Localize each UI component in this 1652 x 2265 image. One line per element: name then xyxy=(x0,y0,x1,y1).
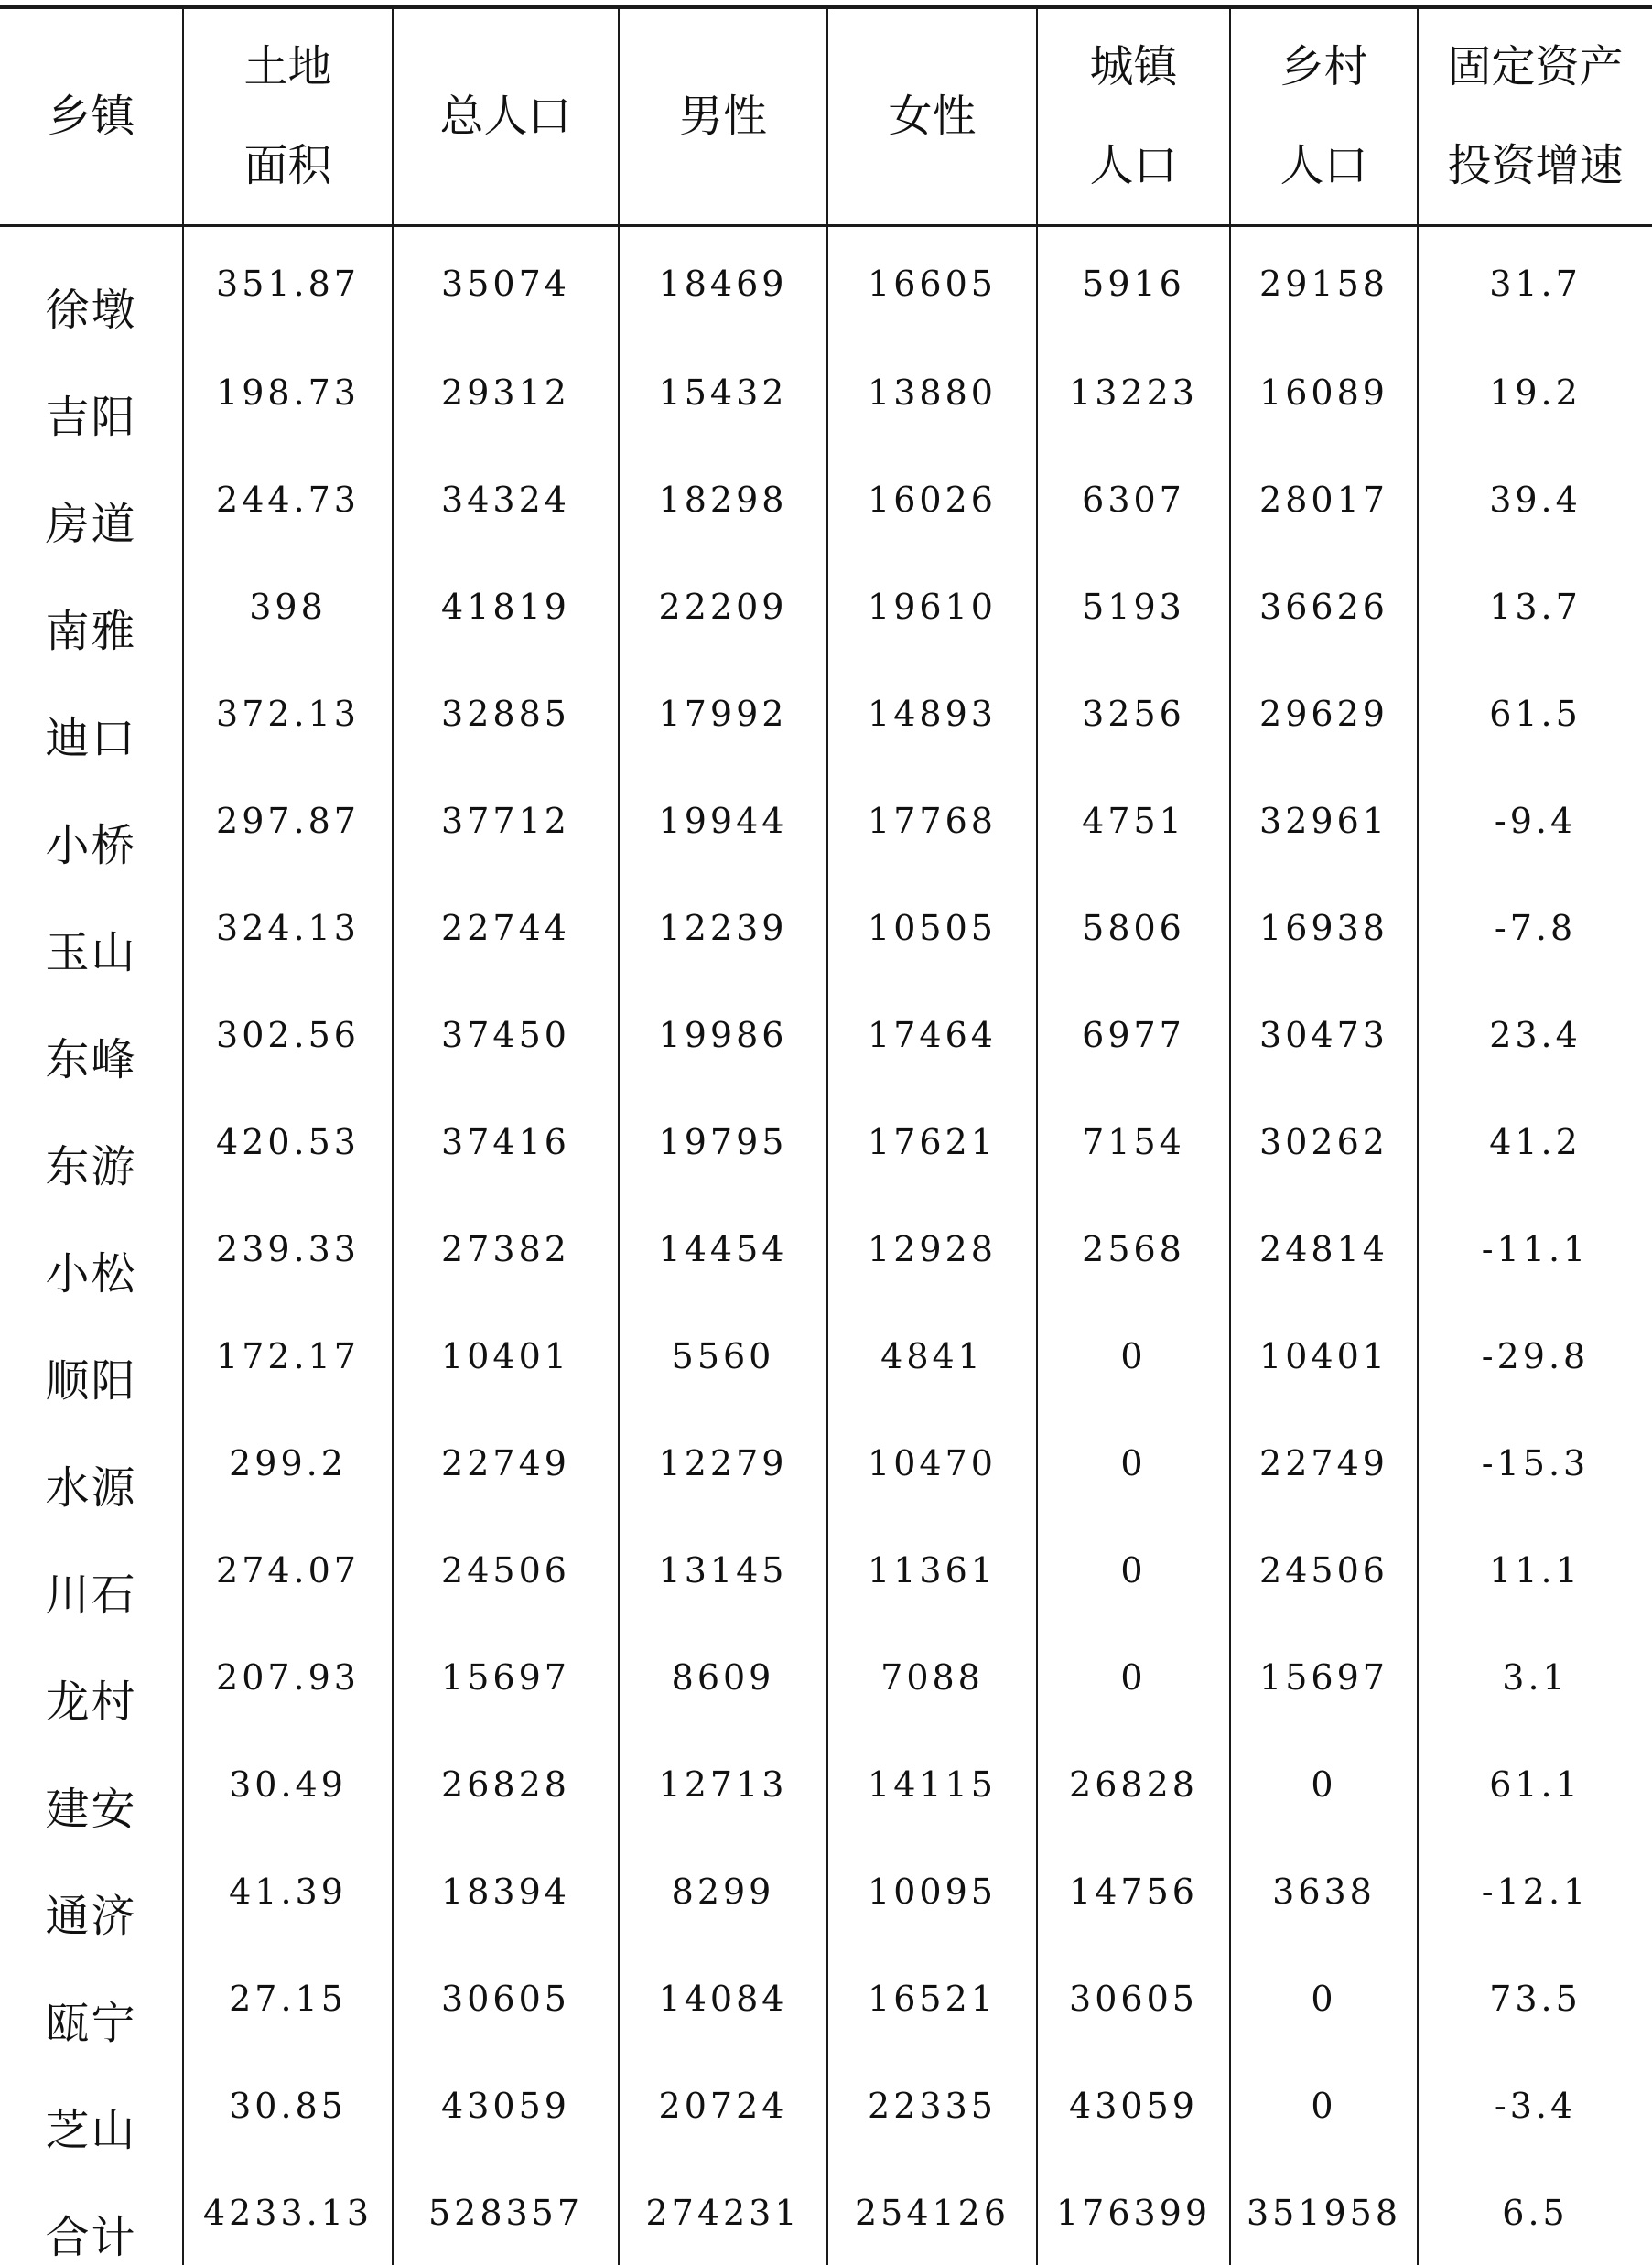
total-population-cell: 32885 xyxy=(393,659,619,766)
rural-population-cell: 10401 xyxy=(1230,1301,1418,1408)
header-urban-population xyxy=(1037,7,1230,226)
female-cell: 17464 xyxy=(827,980,1037,1087)
male-cell: 5560 xyxy=(619,1301,827,1408)
header-label-line: 面积 xyxy=(184,141,392,191)
header-label-line: 乡村 xyxy=(1231,42,1417,92)
rural-population-cell: 22749 xyxy=(1230,1408,1418,1515)
table-row xyxy=(0,1408,1652,1515)
land-area-cell: 239.33 xyxy=(183,1194,393,1301)
urban-population-cell: 4751 xyxy=(1037,766,1230,873)
male-cell: 8609 xyxy=(619,1623,827,1730)
total-population-cell: 18394 xyxy=(393,1837,619,1944)
total-population-cell: 10401 xyxy=(393,1301,619,1408)
investment-growth-cell: 39.4 xyxy=(1418,445,1652,552)
header-rural-population xyxy=(1230,7,1418,226)
male-cell: 13145 xyxy=(619,1515,827,1623)
female-cell: 11361 xyxy=(827,1515,1037,1623)
urban-population-cell: 0 xyxy=(1037,1623,1230,1730)
investment-growth-cell: 61.5 xyxy=(1418,659,1652,766)
header-land-area xyxy=(183,7,393,226)
land-area-cell: 372.13 xyxy=(183,659,393,766)
male-cell: 18469 xyxy=(619,226,827,339)
rural-population-cell: 29158 xyxy=(1230,226,1418,339)
male-cell: 274231 xyxy=(619,2158,827,2265)
female-cell: 4841 xyxy=(827,1301,1037,1408)
header-label-line: 总人口 xyxy=(394,92,618,142)
total-population-cell: 29312 xyxy=(393,338,619,445)
urban-population-cell: 5193 xyxy=(1037,552,1230,659)
male-cell: 15432 xyxy=(619,338,827,445)
female-cell: 22335 xyxy=(827,2051,1037,2158)
town-name: 东峰 xyxy=(0,980,183,1087)
male-cell: 19986 xyxy=(619,980,827,1087)
investment-growth-cell: 11.1 xyxy=(1418,1515,1652,1623)
header-label-line: 乡镇 xyxy=(0,92,182,142)
urban-population-cell: 5916 xyxy=(1037,226,1230,339)
town-name: 徐墩 xyxy=(0,226,183,339)
investment-growth-cell: -9.4 xyxy=(1418,766,1652,873)
header-line-gap xyxy=(184,93,392,141)
female-cell: 16521 xyxy=(827,1944,1037,2051)
header-female xyxy=(827,7,1037,226)
rural-population-cell: 16089 xyxy=(1230,338,1418,445)
town-name: 小松 xyxy=(0,1194,183,1301)
land-area-cell: 324.13 xyxy=(183,873,393,980)
total-population-cell: 15697 xyxy=(393,1623,619,1730)
header-male xyxy=(619,7,827,226)
female-cell: 10505 xyxy=(827,873,1037,980)
investment-growth-cell: 41.2 xyxy=(1418,1087,1652,1194)
total-population-cell: 37450 xyxy=(393,980,619,1087)
female-cell: 14893 xyxy=(827,659,1037,766)
table-body xyxy=(0,226,1652,2265)
town-statistics-table xyxy=(0,5,1652,2265)
land-area-cell: 398 xyxy=(183,552,393,659)
total-population-cell: 27382 xyxy=(393,1194,619,1301)
town-name: 小桥 xyxy=(0,766,183,873)
urban-population-cell: 0 xyxy=(1037,1301,1230,1408)
rural-population-cell: 36626 xyxy=(1230,552,1418,659)
total-population-cell: 30605 xyxy=(393,1944,619,2051)
town-name: 水源 xyxy=(0,1408,183,1515)
rural-population-cell: 32961 xyxy=(1230,766,1418,873)
urban-population-cell: 7154 xyxy=(1037,1087,1230,1194)
urban-population-cell: 5806 xyxy=(1037,873,1230,980)
land-area-cell: 299.2 xyxy=(183,1408,393,1515)
urban-population-cell: 43059 xyxy=(1037,2051,1230,2158)
rural-population-cell: 16938 xyxy=(1230,873,1418,980)
table-row xyxy=(0,1515,1652,1623)
rural-population-cell: 3638 xyxy=(1230,1837,1418,1944)
male-cell: 20724 xyxy=(619,2051,827,2158)
total-population-cell: 43059 xyxy=(393,2051,619,2158)
total-population-cell: 37416 xyxy=(393,1087,619,1194)
table-row xyxy=(0,659,1652,766)
male-cell: 19795 xyxy=(619,1087,827,1194)
header-row xyxy=(0,7,1652,226)
land-area-cell: 207.93 xyxy=(183,1623,393,1730)
total-population-cell: 34324 xyxy=(393,445,619,552)
town-name: 玉山 xyxy=(0,873,183,980)
header-label-line: 投资增速 xyxy=(1419,141,1652,191)
investment-growth-cell: 73.5 xyxy=(1418,1944,1652,2051)
land-area-cell: 274.07 xyxy=(183,1515,393,1623)
town-name: 龙村 xyxy=(0,1623,183,1730)
land-area-cell: 4233.13 xyxy=(183,2158,393,2265)
investment-growth-cell: -11.1 xyxy=(1418,1194,1652,1301)
town-name: 通济 xyxy=(0,1837,183,1944)
female-cell: 13880 xyxy=(827,338,1037,445)
rural-population-cell: 30473 xyxy=(1230,980,1418,1087)
town-name: 芝山 xyxy=(0,2051,183,2158)
male-cell: 18298 xyxy=(619,445,827,552)
header-label-line: 固定资产 xyxy=(1419,42,1652,92)
male-cell: 14454 xyxy=(619,1194,827,1301)
total-population-cell: 37712 xyxy=(393,766,619,873)
town-name: 南雅 xyxy=(0,552,183,659)
table-row xyxy=(0,445,1652,552)
urban-population-cell: 26828 xyxy=(1037,1730,1230,1837)
rural-population-cell: 0 xyxy=(1230,1730,1418,1837)
urban-population-cell: 13223 xyxy=(1037,338,1230,445)
land-area-cell: 30.85 xyxy=(183,2051,393,2158)
investment-growth-cell: -12.1 xyxy=(1418,1837,1652,1944)
header-line-gap xyxy=(1419,93,1652,141)
investment-growth-cell: -29.8 xyxy=(1418,1301,1652,1408)
land-area-cell: 198.73 xyxy=(183,338,393,445)
header-label-line: 人口 xyxy=(1038,141,1229,191)
female-cell: 14115 xyxy=(827,1730,1037,1837)
total-population-cell: 24506 xyxy=(393,1515,619,1623)
total-population-cell: 528357 xyxy=(393,2158,619,2265)
female-cell: 10095 xyxy=(827,1837,1037,1944)
female-cell: 16026 xyxy=(827,445,1037,552)
female-cell: 17621 xyxy=(827,1087,1037,1194)
table-row xyxy=(0,1730,1652,1837)
male-cell: 12239 xyxy=(619,873,827,980)
female-cell: 19610 xyxy=(827,552,1037,659)
investment-growth-cell: 23.4 xyxy=(1418,980,1652,1087)
header-label-line: 女性 xyxy=(828,92,1036,142)
male-cell: 19944 xyxy=(619,766,827,873)
total-population-cell: 22744 xyxy=(393,873,619,980)
header-label-line: 人口 xyxy=(1231,141,1417,191)
female-cell: 12928 xyxy=(827,1194,1037,1301)
investment-growth-cell: 13.7 xyxy=(1418,552,1652,659)
table-row xyxy=(0,1087,1652,1194)
rural-population-cell: 351958 xyxy=(1230,2158,1418,2265)
table-row xyxy=(0,1301,1652,1408)
urban-population-cell: 0 xyxy=(1037,1408,1230,1515)
female-cell: 17768 xyxy=(827,766,1037,873)
header-investment-growth xyxy=(1418,7,1652,226)
urban-population-cell: 6307 xyxy=(1037,445,1230,552)
urban-population-cell: 3256 xyxy=(1037,659,1230,766)
male-cell: 14084 xyxy=(619,1944,827,2051)
table-row xyxy=(0,1623,1652,1730)
investment-growth-cell: 6.5 xyxy=(1418,2158,1652,2265)
table-row xyxy=(0,1837,1652,1944)
rural-population-cell: 28017 xyxy=(1230,445,1418,552)
rural-population-cell: 29629 xyxy=(1230,659,1418,766)
table-row xyxy=(0,1944,1652,2051)
town-name: 川石 xyxy=(0,1515,183,1623)
rural-population-cell: 30262 xyxy=(1230,1087,1418,1194)
land-area-cell: 351.87 xyxy=(183,226,393,339)
header-label-line: 城镇 xyxy=(1038,42,1229,92)
urban-population-cell: 30605 xyxy=(1037,1944,1230,2051)
table-row xyxy=(0,766,1652,873)
investment-growth-cell: -15.3 xyxy=(1418,1408,1652,1515)
rural-population-cell: 24814 xyxy=(1230,1194,1418,1301)
urban-population-cell: 0 xyxy=(1037,1515,1230,1623)
female-cell: 16605 xyxy=(827,226,1037,339)
total-row xyxy=(0,2158,1652,2265)
header-total-population xyxy=(393,7,619,226)
land-area-cell: 297.87 xyxy=(183,766,393,873)
land-area-cell: 27.15 xyxy=(183,1944,393,2051)
town-name: 合计 xyxy=(0,2158,183,2265)
female-cell: 7088 xyxy=(827,1623,1037,1730)
male-cell: 8299 xyxy=(619,1837,827,1944)
urban-population-cell: 176399 xyxy=(1037,2158,1230,2265)
investment-growth-cell: 31.7 xyxy=(1418,226,1652,339)
rural-population-cell: 15697 xyxy=(1230,1623,1418,1730)
town-name: 房道 xyxy=(0,445,183,552)
header-line-gap xyxy=(1038,93,1229,141)
urban-population-cell: 14756 xyxy=(1037,1837,1230,1944)
table-row xyxy=(0,2051,1652,2158)
female-cell: 254126 xyxy=(827,2158,1037,2265)
header-line-gap xyxy=(1231,93,1417,141)
town-name: 迪口 xyxy=(0,659,183,766)
rural-population-cell: 0 xyxy=(1230,2051,1418,2158)
header-label-line: 男性 xyxy=(620,92,826,142)
town-name: 瓯宁 xyxy=(0,1944,183,2051)
land-area-cell: 420.53 xyxy=(183,1087,393,1194)
male-cell: 22209 xyxy=(619,552,827,659)
land-area-cell: 30.49 xyxy=(183,1730,393,1837)
total-population-cell: 26828 xyxy=(393,1730,619,1837)
land-area-cell: 302.56 xyxy=(183,980,393,1087)
total-population-cell: 41819 xyxy=(393,552,619,659)
header-town xyxy=(0,7,183,226)
table-row xyxy=(0,1194,1652,1301)
investment-growth-cell: 19.2 xyxy=(1418,338,1652,445)
investment-growth-cell: -7.8 xyxy=(1418,873,1652,980)
land-area-cell: 41.39 xyxy=(183,1837,393,1944)
town-name: 东游 xyxy=(0,1087,183,1194)
rural-population-cell: 24506 xyxy=(1230,1515,1418,1623)
town-name: 吉阳 xyxy=(0,338,183,445)
investment-growth-cell: 61.1 xyxy=(1418,1730,1652,1837)
total-population-cell: 22749 xyxy=(393,1408,619,1515)
table-row xyxy=(0,873,1652,980)
table-row xyxy=(0,226,1652,339)
town-name: 建安 xyxy=(0,1730,183,1837)
total-population-cell: 35074 xyxy=(393,226,619,339)
table-row xyxy=(0,338,1652,445)
rural-population-cell: 0 xyxy=(1230,1944,1418,2051)
land-area-cell: 244.73 xyxy=(183,445,393,552)
urban-population-cell: 6977 xyxy=(1037,980,1230,1087)
table-header xyxy=(0,7,1652,226)
investment-growth-cell: 3.1 xyxy=(1418,1623,1652,1730)
urban-population-cell: 2568 xyxy=(1037,1194,1230,1301)
table-row xyxy=(0,980,1652,1087)
female-cell: 10470 xyxy=(827,1408,1037,1515)
land-area-cell: 172.17 xyxy=(183,1301,393,1408)
male-cell: 12713 xyxy=(619,1730,827,1837)
investment-growth-cell: -3.4 xyxy=(1418,2051,1652,2158)
town-name: 顺阳 xyxy=(0,1301,183,1408)
header-label-line: 土地 xyxy=(184,42,392,92)
male-cell: 12279 xyxy=(619,1408,827,1515)
male-cell: 17992 xyxy=(619,659,827,766)
table-row xyxy=(0,552,1652,659)
